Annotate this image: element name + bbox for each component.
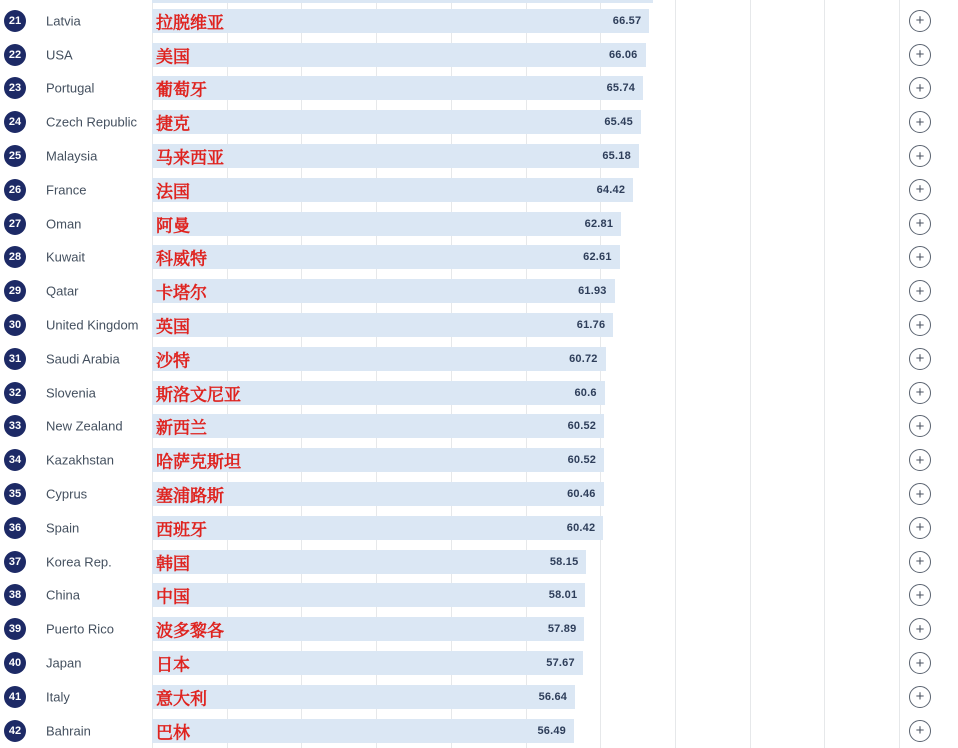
rank-badge: 28	[4, 246, 26, 268]
plus-icon: +	[909, 618, 931, 640]
rank-badge: 39	[4, 618, 26, 640]
table-row	[0, 139, 958, 173]
value-bar	[152, 9, 649, 33]
bar-track	[152, 144, 899, 168]
table-row	[0, 105, 958, 139]
expand-row-button[interactable]	[909, 617, 933, 641]
value-label: 65.18	[602, 150, 631, 163]
bar-track	[152, 482, 899, 506]
table-row	[0, 443, 958, 477]
plus-icon: +	[909, 314, 931, 336]
table-row	[0, 342, 958, 376]
table-row	[0, 376, 958, 410]
plus-icon: +	[909, 449, 931, 471]
bar-track	[152, 245, 899, 269]
value-bar	[152, 245, 620, 269]
expand-row-button[interactable]	[909, 279, 933, 303]
table-row	[0, 308, 958, 342]
rank-badge: 29	[4, 280, 26, 302]
expand-row-button[interactable]	[909, 719, 933, 743]
value-bar	[152, 212, 621, 236]
bar-track	[152, 381, 899, 405]
value-label: 66.57	[612, 14, 642, 27]
bar-track	[152, 651, 899, 675]
country-name-zh: 巴林	[156, 723, 190, 743]
value-label: 58.01	[548, 589, 578, 602]
plus-icon: +	[909, 720, 931, 742]
country-name-en: New Zealand	[46, 418, 123, 434]
plus-icon: +	[909, 382, 931, 404]
country-name-zh: 英国	[156, 317, 190, 337]
plus-icon: +	[909, 77, 931, 99]
country-name-zh: 阿曼	[156, 216, 190, 236]
value-bar	[152, 685, 575, 709]
country-name-zh: 拉脱维亚	[156, 13, 224, 33]
rank-badge: 34	[4, 449, 26, 471]
rank-badge: 23	[4, 77, 26, 99]
expand-row-button[interactable]	[909, 516, 933, 540]
value-label: 57.67	[546, 657, 575, 670]
expand-row-button[interactable]	[909, 313, 933, 337]
plus-icon: +	[909, 145, 931, 167]
plus-icon: +	[909, 517, 931, 539]
country-name-en: Korea Rep.	[46, 554, 112, 570]
bar-track	[152, 414, 899, 438]
value-bar	[152, 178, 633, 202]
bar-track	[152, 212, 899, 236]
bar-track	[152, 516, 899, 540]
value-bar	[152, 313, 613, 337]
value-bar	[152, 651, 583, 675]
bar-track	[152, 76, 899, 100]
value-label: 56.64	[538, 690, 568, 703]
rank-badge: 36	[4, 517, 26, 539]
rank-badge: 35	[4, 483, 26, 505]
value-label: 62.61	[583, 251, 612, 264]
country-name-zh: 中国	[156, 587, 190, 607]
value-bar	[152, 516, 603, 540]
plus-icon: +	[909, 652, 931, 674]
country-name-en: Bahrain	[46, 723, 91, 739]
expand-row-button[interactable]	[909, 144, 933, 168]
country-name-zh: 捷克	[156, 114, 190, 134]
table-row	[0, 579, 958, 613]
table-row	[0, 646, 958, 680]
rank-badge: 22	[4, 44, 26, 66]
plus-icon: +	[909, 10, 931, 32]
country-name-en: Puerto Rico	[46, 621, 114, 637]
country-name-en: France	[46, 182, 87, 198]
country-name-zh: 卡塔尔	[156, 283, 207, 303]
value-bar	[152, 110, 641, 134]
table-row	[0, 511, 958, 545]
value-label: 58.15	[549, 555, 579, 568]
value-bar	[152, 719, 574, 743]
country-name-en: Czech Republic	[46, 114, 138, 130]
bar-track	[152, 550, 899, 574]
plus-icon: +	[909, 280, 931, 302]
country-name-zh: 韩国	[156, 554, 190, 574]
bar-track	[152, 279, 899, 303]
country-name-en: Portugal	[46, 80, 95, 96]
value-bar	[152, 414, 604, 438]
table-row	[0, 207, 958, 241]
table-row	[0, 545, 958, 579]
country-name-zh: 新西兰	[156, 418, 207, 438]
bar-track	[152, 583, 899, 607]
country-name-en: Cyprus	[46, 486, 88, 502]
expand-row-button[interactable]	[909, 245, 933, 269]
rank-badge: 26	[4, 179, 26, 201]
country-name-en: Japan	[46, 655, 82, 671]
country-name-zh: 沙特	[156, 351, 190, 371]
table-row	[0, 38, 958, 72]
plus-icon: +	[909, 246, 931, 268]
table-row	[0, 680, 958, 714]
table-row	[0, 714, 958, 748]
rank-badge: 42	[4, 720, 26, 742]
country-name-en: Oman	[46, 216, 82, 232]
table-row	[0, 477, 958, 511]
plus-icon: +	[909, 111, 931, 133]
plus-icon: +	[909, 44, 931, 66]
expand-row-button[interactable]	[909, 381, 933, 405]
value-label: 60.52	[567, 454, 597, 467]
table-row	[0, 274, 958, 308]
bar-track	[152, 719, 899, 743]
bar-track	[152, 313, 899, 337]
value-bar	[152, 43, 646, 67]
country-name-en: Italy	[46, 689, 70, 705]
rank-badge: 37	[4, 551, 26, 573]
expand-row-button[interactable]	[909, 9, 933, 33]
country-name-zh: 科威特	[156, 249, 207, 269]
plus-icon: +	[909, 551, 931, 573]
country-name-zh: 波多黎各	[156, 621, 224, 641]
expand-row-button[interactable]	[909, 347, 933, 371]
value-bar	[152, 583, 585, 607]
table-row	[0, 173, 958, 207]
country-name-zh: 法国	[156, 182, 190, 202]
rank-badge: 21	[4, 10, 26, 32]
expand-row-button[interactable]	[909, 448, 933, 472]
expand-row-button[interactable]	[909, 550, 933, 574]
country-name-zh: 意大利	[156, 689, 207, 709]
plus-icon: +	[909, 483, 931, 505]
value-label: 64.42	[596, 183, 626, 196]
value-label: 57.89	[547, 623, 577, 636]
country-name-en: Slovenia	[46, 385, 96, 401]
table-row	[0, 72, 958, 106]
value-bar	[152, 76, 643, 100]
rank-badge: 38	[4, 584, 26, 606]
value-bar	[152, 144, 639, 168]
bar-track	[152, 110, 899, 134]
rank-badge: 24	[4, 111, 26, 133]
expand-row-button[interactable]	[909, 583, 933, 607]
rank-badge: 30	[4, 314, 26, 336]
previous-row-bar-fragment	[152, 0, 653, 3]
rank-badge: 27	[4, 213, 26, 235]
value-label: 66.06	[608, 48, 638, 61]
country-name-en: Latvia	[46, 13, 81, 29]
expand-row-button[interactable]	[909, 212, 933, 236]
table-row	[0, 4, 958, 38]
value-label: 62.81	[584, 217, 614, 230]
rank-badge: 40	[4, 652, 26, 674]
expand-row-button[interactable]	[909, 685, 933, 709]
country-name-zh: 哈萨克斯坦	[156, 452, 241, 472]
bar-track	[152, 347, 899, 371]
plus-icon: +	[909, 686, 931, 708]
value-bar	[152, 279, 615, 303]
value-label: 60.46	[567, 488, 596, 501]
value-label: 65.74	[606, 82, 636, 95]
bar-track	[152, 178, 899, 202]
country-name-en: United Kingdom	[46, 317, 139, 333]
plus-icon: +	[909, 213, 931, 235]
value-label: 60.52	[567, 420, 597, 433]
country-name-zh: 葡萄牙	[156, 80, 207, 100]
expand-row-button[interactable]	[909, 651, 933, 675]
country-name-zh: 塞浦路斯	[156, 486, 224, 506]
rank-badge: 25	[4, 145, 26, 167]
expand-row-button[interactable]	[909, 110, 933, 134]
country-name-en: Kazakhstan	[46, 452, 114, 468]
country-name-en: Saudi Arabia	[46, 351, 120, 367]
country-name-zh: 西班牙	[156, 520, 207, 540]
rank-badge: 41	[4, 686, 26, 708]
table-row	[0, 410, 958, 444]
expand-row-button[interactable]	[909, 414, 933, 438]
country-name-zh: 斯洛文尼亚	[156, 385, 241, 405]
plus-icon: +	[909, 348, 931, 370]
value-label: 60.6	[574, 386, 597, 399]
expand-row-button[interactable]	[909, 178, 933, 202]
rank-badge: 32	[4, 382, 26, 404]
plus-icon: +	[909, 415, 931, 437]
expand-row-button[interactable]	[909, 43, 933, 67]
rank-badge: 31	[4, 348, 26, 370]
value-bar	[152, 347, 606, 371]
value-label: 60.72	[569, 352, 598, 365]
bar-track	[152, 9, 899, 33]
table-row	[0, 241, 958, 275]
country-name-zh: 美国	[156, 47, 190, 67]
value-label: 61.93	[578, 285, 607, 298]
value-label: 60.42	[566, 521, 596, 534]
value-label: 65.45	[604, 116, 633, 129]
country-name-en: Qatar	[46, 283, 79, 299]
country-name-en: China	[46, 587, 80, 603]
expand-row-button[interactable]	[909, 76, 933, 100]
plus-icon: +	[909, 584, 931, 606]
value-bar	[152, 550, 586, 574]
country-name-en: Malaysia	[46, 148, 98, 164]
country-name-zh: 马来西亚	[156, 148, 224, 168]
country-name-en: USA	[46, 47, 73, 63]
plus-icon: +	[909, 179, 931, 201]
ranking-rows	[0, 4, 958, 748]
expand-row-button[interactable]	[909, 482, 933, 506]
value-label: 61.76	[576, 319, 606, 332]
value-label: 56.49	[537, 724, 566, 737]
bar-track	[152, 43, 899, 67]
bar-track	[152, 448, 899, 472]
country-name-en: Spain	[46, 520, 80, 536]
table-row	[0, 612, 958, 646]
rank-badge: 33	[4, 415, 26, 437]
country-name-zh: 日本	[156, 655, 190, 675]
country-name-en: Kuwait	[46, 249, 86, 265]
bar-track	[152, 685, 899, 709]
bar-track	[152, 617, 899, 641]
